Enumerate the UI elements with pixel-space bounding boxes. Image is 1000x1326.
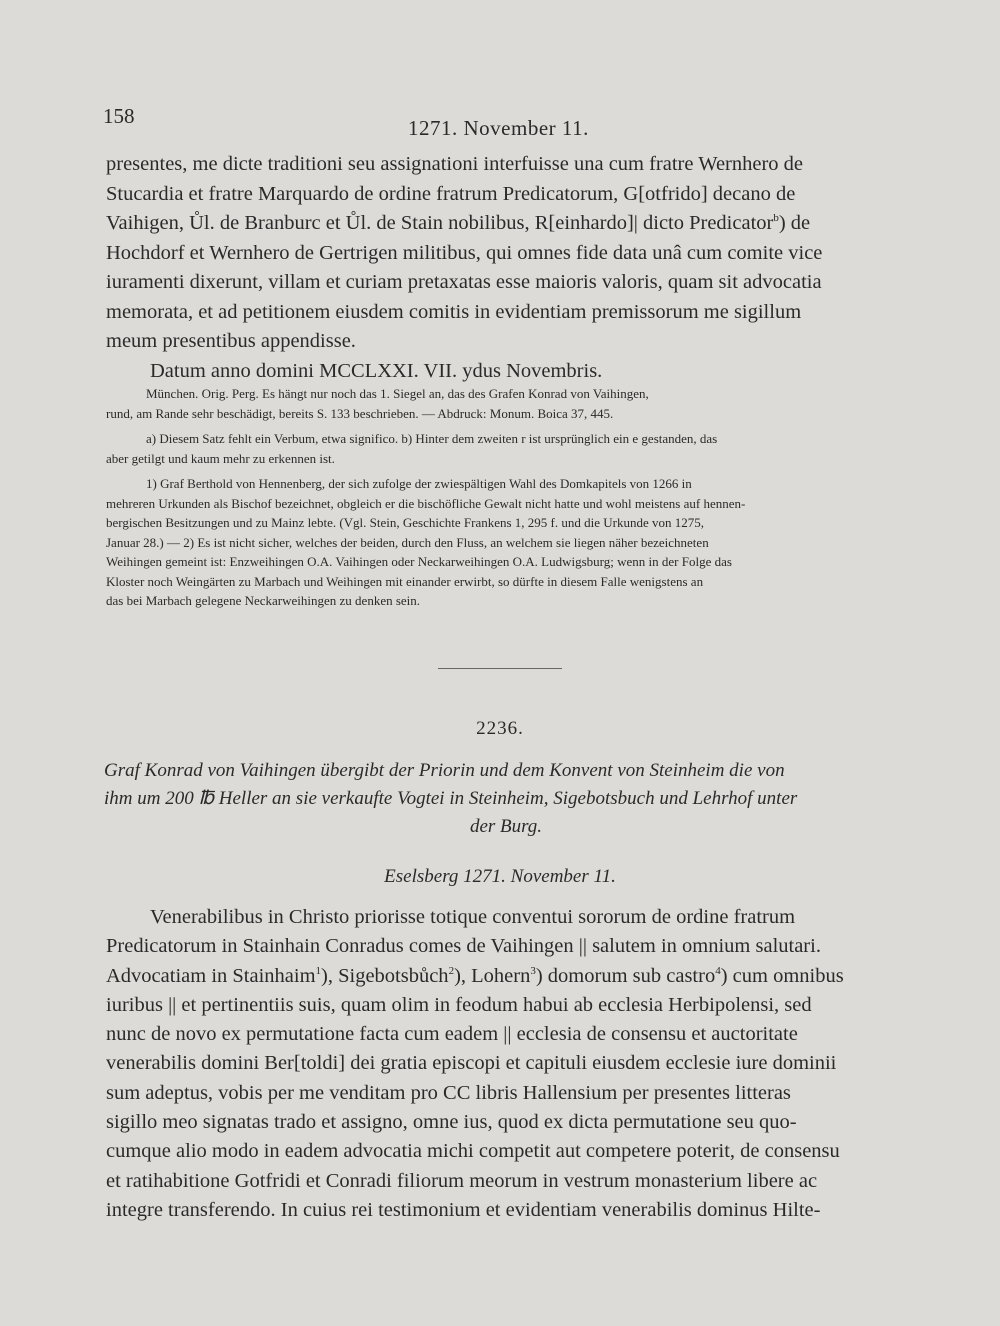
summary-line: ihm um 200 ℔ Heller an sie verkaufte Vogtei in Steinheim, Sigebotsbuch und Lehrhof unter bbox=[104, 788, 798, 809]
text-line: nunc de novo ex permutatione facta cum eadem || ecclesia de consensu et auctoritate bbox=[106, 1023, 798, 1046]
text-line bbox=[106, 209, 911, 239]
explanatory-note: Weihingen gemeint ist: Enzweihingen O.A. Vaihingen oder Neckarweihingen O.A. Ludwigsburg; wenn in der Folge das bbox=[106, 554, 732, 569]
text-segment: ), Sigebotsbůch bbox=[321, 964, 449, 987]
footnotes bbox=[106, 384, 911, 611]
footnote-mark: 2 bbox=[448, 964, 455, 977]
text-line: meum presentibus appendisse. bbox=[106, 330, 356, 352]
text-line bbox=[106, 962, 911, 991]
explanatory-note: Kloster noch Weingärten zu Marbach und Weihingen mit einander erwirbt, so dürfte in diesem Falle wenigstens an bbox=[106, 573, 704, 589]
text-line: venerabilis domini Ber[toldi] dei gratia episcopi et capituli eiusdem ecclesie iure dominii bbox=[106, 1052, 837, 1075]
page-number: 158 bbox=[103, 104, 135, 128]
datum-line: Datum anno domini MCCLXXI. VII. ydus Novembris. bbox=[150, 359, 603, 382]
charter-text bbox=[106, 903, 911, 1225]
text-line: Venerabilibus in Christo priorisse totique conventui sororum de ordine fratrum bbox=[150, 906, 796, 928]
source-note: München. Orig. Perg. Es hängt nur noch das 1. Siegel an, das des Grafen Konrad von Vaihingen, bbox=[146, 386, 649, 401]
page-header bbox=[0, 104, 1000, 144]
text-line: cumque alio modo in eadem advocatia michi competit aut competere poterit, de consensu bbox=[106, 1140, 840, 1163]
footnote-mark: 3 bbox=[530, 964, 536, 977]
text-segment: ), Lohern bbox=[454, 964, 531, 987]
running-head: 1271. November 11. bbox=[408, 116, 589, 140]
text-line: integre transferendo. In cuius rei testimonium et evidentiam venerabilis dominus Hilte- bbox=[106, 1198, 821, 1221]
text-line: sigillo meo signatas trado et assigno, omne ius, quod ex dicta permutatione seu quo- bbox=[106, 1111, 797, 1134]
text-line: presentes, me dicte traditioni seu assignationi interfuisse una cum fratre Wernhero de bbox=[106, 153, 804, 175]
text-line: iuribus || et pertinentiis suis, quam olim in feodum habui ab ecclesia Herbipolensi, sed bbox=[106, 993, 812, 1016]
text-segment: Advocatiam in Stainhaim bbox=[106, 964, 316, 987]
summary-line: der Burg. bbox=[469, 816, 543, 837]
text-line: Hochdorf et Wernhero de Gertrigen militibus, qui omnes fide data unâ cum comite vice bbox=[106, 241, 823, 264]
section-divider bbox=[438, 668, 562, 669]
text-line: et ratihabitione Gotfridi et Conradi filiorum meorum in vestrum monasterium libere ac bbox=[106, 1169, 818, 1192]
footnote-mark: 1 bbox=[315, 964, 322, 977]
note-mark: b bbox=[773, 212, 779, 225]
explanatory-note: 1) Graf Berthold von Hennenberg, der sich zufolge der zwiespältigen Wahl des Domkapitels von 1266 in bbox=[146, 476, 692, 491]
explanatory-note: bergischen Besitzungen und zu Mainz lebte. (Vgl. Stein, Geschichte Frankens 1, 295 f. und die Urkunde von 1275, bbox=[106, 515, 704, 530]
footnote-mark: 4 bbox=[715, 964, 721, 977]
document-summary bbox=[104, 757, 908, 841]
text-line: Stucardia et fratre Marquardo de ordine fratrum Predicatorum, G[otfrido] decano de bbox=[106, 182, 796, 205]
explanatory-note: Januar 28.) — 2) Es ist nicht sicher, welches der beiden, durch den Fluss, an welchem sie liegen näher bezeichneten bbox=[106, 534, 709, 550]
explanatory-note: mehreren Urkunden als Bischof bezeichnet, obgleich er die bischöfliche Gewalt nicht hatte und wohl meistens auf hennen- bbox=[106, 495, 746, 511]
text-segment: ) cum omnibus bbox=[720, 964, 844, 987]
document-dateline: Eselsberg 1271. November 11. bbox=[384, 866, 616, 887]
text-line: iuramenti dixerunt, villam et curiam pretaxatas esse maioris valoris, quam sit advocatia bbox=[106, 271, 822, 293]
textual-note: aber getilgt und kaum mehr zu erkennen ist. bbox=[106, 450, 335, 466]
text-segment: ) domorum sub castro bbox=[535, 964, 716, 987]
text-line-body: Vaihigen, Ůl. de Branburc et Ůl. de Stain nobilibus, R[einhardo]| dicto Predicator bbox=[106, 212, 774, 234]
textual-note: a) Diesem Satz fehlt ein Verbum, etwa significo. b) Hinter dem zweiten r ist ursprünglich ein e gestanden, das bbox=[146, 431, 718, 446]
text-line-tail: ) de bbox=[778, 212, 811, 234]
text-line: Predicatorum in Stainhain Conradus comes de Vaihingen || salutem in omnium salutari. bbox=[106, 935, 821, 958]
text-line: sum adeptus, vobis per me venditam pro CC libris Hallensium per presentes litteras bbox=[106, 1081, 791, 1104]
document-number: 2236. bbox=[476, 718, 524, 739]
explanatory-note: das bei Marbach gelegene Neckarweihingen zu denken sein. bbox=[106, 593, 421, 608]
preceding-document-text bbox=[106, 150, 911, 386]
source-note: rund, am Rande sehr beschädigt, bereits S. 133 beschrieben. — Abdruck: Monum. Boica 37, 445. bbox=[106, 405, 614, 421]
text-line: memorata, et ad petitionem eiusdem comitis in evidentiam premissorum me sigillum bbox=[106, 300, 802, 323]
summary-line: Graf Konrad von Vaihingen übergibt der Priorin und dem Konvent von Steinheim die von bbox=[104, 760, 785, 781]
